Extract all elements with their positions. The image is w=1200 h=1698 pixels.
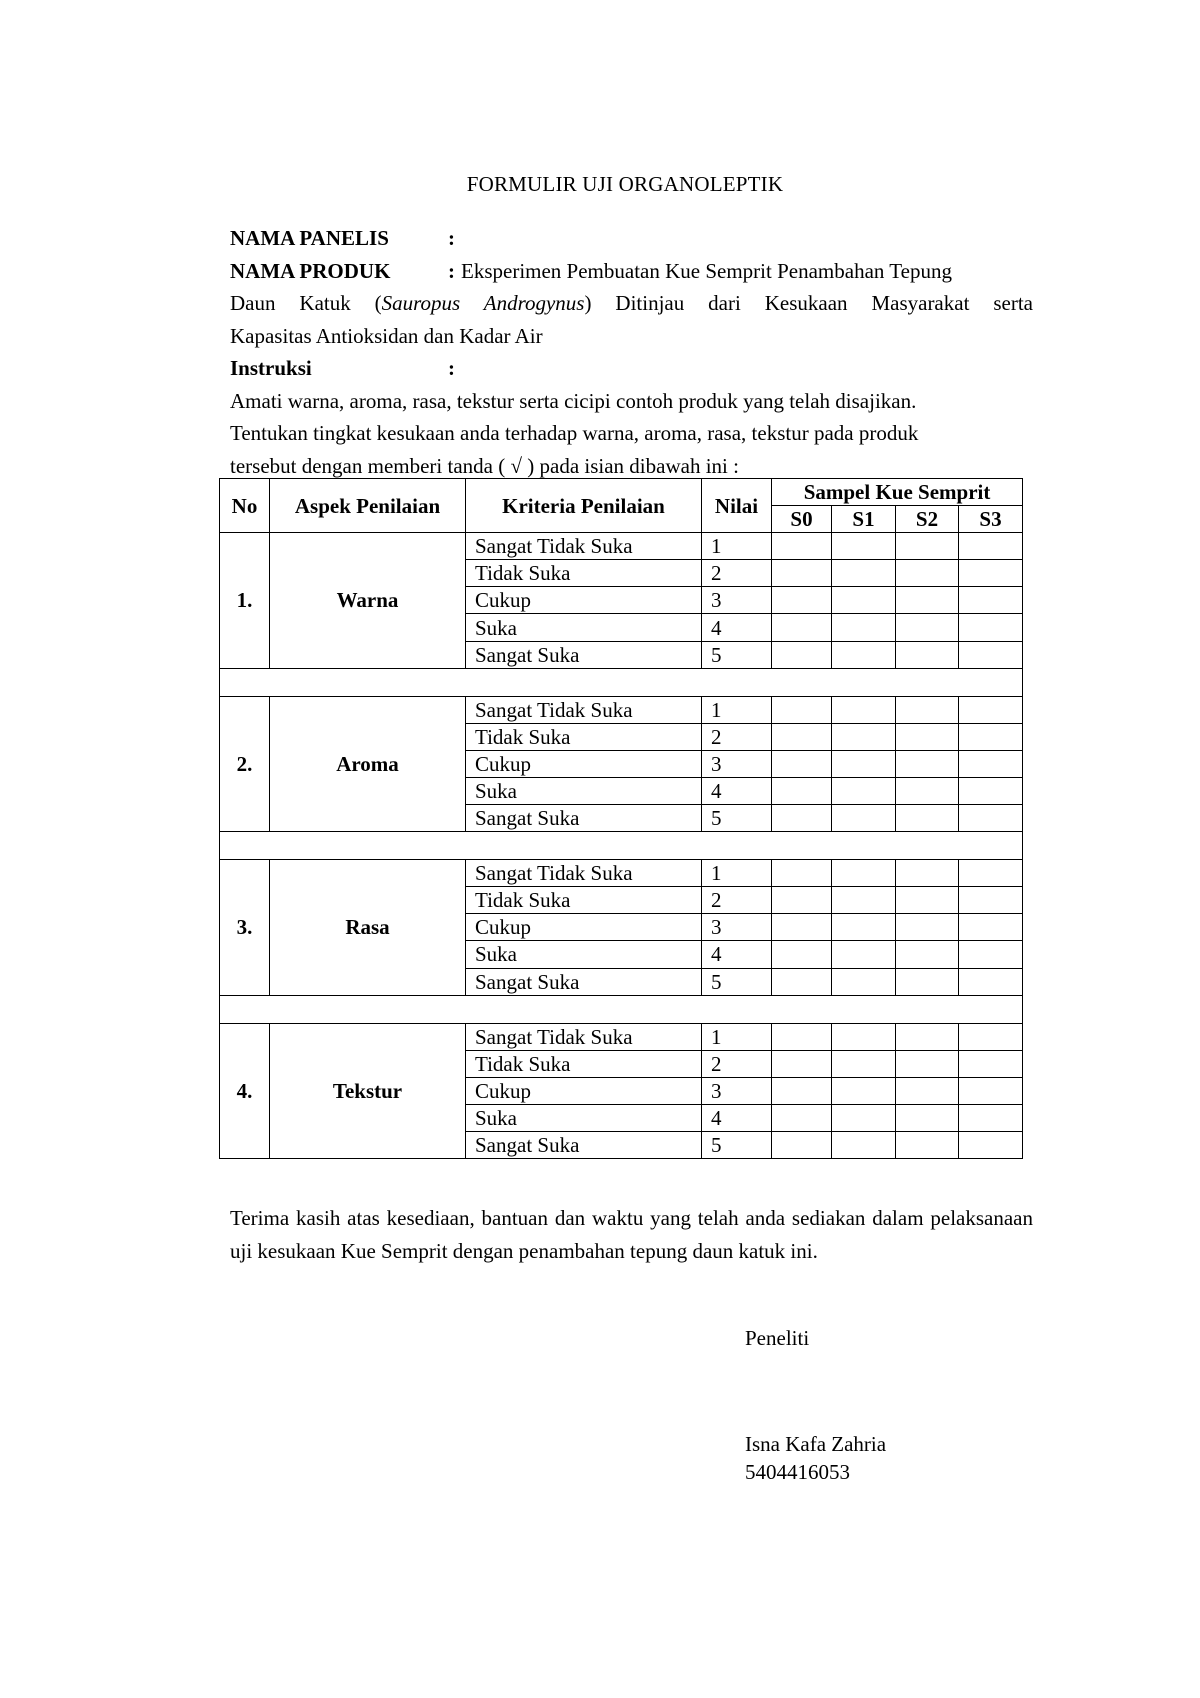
sample-check-cell[interactable] <box>832 560 896 587</box>
sample-check-cell[interactable] <box>896 1050 959 1077</box>
criteria-score: 2 <box>702 723 772 750</box>
sample-check-cell[interactable] <box>959 1023 1023 1050</box>
aspect-name: Warna <box>270 533 466 668</box>
sample-check-cell[interactable] <box>832 696 896 723</box>
sample-check-cell[interactable] <box>772 560 832 587</box>
header-sample-s3: S3 <box>959 506 1023 533</box>
sample-check-cell[interactable] <box>832 968 896 995</box>
sample-check-cell[interactable] <box>832 587 896 614</box>
instructions-line1: Amati warna, aroma, rasa, tekstur serta cicipi contoh produk yang telah disajikan. <box>230 388 917 413</box>
criteria-score: 5 <box>702 641 772 668</box>
sample-check-cell[interactable] <box>896 1023 959 1050</box>
sample-check-cell[interactable] <box>832 887 896 914</box>
sample-check-cell[interactable] <box>959 941 1023 968</box>
sample-check-cell[interactable] <box>959 587 1023 614</box>
criteria-label: Tidak Suka <box>466 887 702 914</box>
sample-check-cell[interactable] <box>772 777 832 804</box>
sample-check-cell[interactable] <box>772 1131 832 1158</box>
section-divider <box>220 995 1023 1023</box>
product-latin-name: Sauropus Androgynus <box>381 291 585 315</box>
sample-check-cell[interactable] <box>832 1077 896 1104</box>
criteria-label: Sangat Suka <box>466 1131 702 1158</box>
sample-check-cell[interactable] <box>832 1104 896 1131</box>
sample-check-cell[interactable] <box>832 533 896 560</box>
criteria-score: 1 <box>702 1023 772 1050</box>
sample-check-cell[interactable] <box>959 560 1023 587</box>
sample-check-cell[interactable] <box>896 1131 959 1158</box>
sample-check-cell[interactable] <box>772 941 832 968</box>
rating-table <box>219 478 1023 1159</box>
criteria-label: Tidak Suka <box>466 560 702 587</box>
sample-check-cell[interactable] <box>832 860 896 887</box>
sample-check-cell[interactable] <box>896 1104 959 1131</box>
table-row <box>220 696 1023 723</box>
table-row <box>220 1023 1023 1050</box>
criteria-label: Suka <box>466 941 702 968</box>
criteria-label: Sangat Suka <box>466 641 702 668</box>
product-title-line1: Eksperimen Pembuatan Kue Semprit Penambahan Tepung <box>461 258 952 283</box>
sample-check-cell[interactable] <box>832 914 896 941</box>
sample-check-cell[interactable] <box>959 968 1023 995</box>
criteria-label: Suka <box>466 1104 702 1131</box>
signature-role: Peneliti <box>745 1326 810 1350</box>
section-divider-row <box>220 668 1023 696</box>
signature-name: Isna Kafa Zahria <box>745 1432 887 1456</box>
sample-check-cell[interactable] <box>896 1077 959 1104</box>
criteria-score: 2 <box>702 887 772 914</box>
sample-check-cell[interactable] <box>959 805 1023 832</box>
product-title-line3: Kapasitas Antioksidan dan Kadar Air <box>230 323 543 348</box>
aspect-number: 3. <box>220 860 270 995</box>
criteria-score: 3 <box>702 1077 772 1104</box>
sample-check-cell[interactable] <box>896 887 959 914</box>
sample-check-cell[interactable] <box>959 1104 1023 1131</box>
header-no: No <box>220 479 270 533</box>
sample-check-cell[interactable] <box>832 1050 896 1077</box>
table-row <box>220 860 1023 887</box>
panelist-label: NAMA PANELIS <box>230 226 389 250</box>
instructions-colon: : <box>448 356 455 380</box>
product-row <box>230 255 1033 288</box>
criteria-score: 2 <box>702 1050 772 1077</box>
header-sample-s1: S1 <box>832 506 896 533</box>
sample-check-cell[interactable] <box>959 1077 1023 1104</box>
sample-check-cell[interactable] <box>959 777 1023 804</box>
section-divider <box>220 832 1023 860</box>
instructions-line3: tersebut dengan memberi tanda ( √ ) pada isian dibawah ini : <box>230 453 739 478</box>
sample-check-cell[interactable] <box>896 860 959 887</box>
sample-check-cell[interactable] <box>772 614 832 641</box>
sample-check-cell[interactable] <box>772 723 832 750</box>
section-divider-row <box>220 832 1023 860</box>
sample-check-cell[interactable] <box>772 887 832 914</box>
sample-check-cell[interactable] <box>772 533 832 560</box>
sample-check-cell[interactable] <box>832 614 896 641</box>
aspect-name: Aroma <box>270 696 466 831</box>
panelist-row <box>230 222 1033 255</box>
sample-check-cell[interactable] <box>896 968 959 995</box>
instructions-line2: Tentukan tingkat kesukaan anda terhadap warna, aroma, rasa, tekstur pada produk <box>230 421 919 445</box>
sample-check-cell[interactable] <box>772 968 832 995</box>
section-divider <box>220 668 1023 696</box>
criteria-label: Cukup <box>466 750 702 777</box>
criteria-label: Sangat Suka <box>466 968 702 995</box>
criteria-label: Cukup <box>466 587 702 614</box>
criteria-score: 5 <box>702 968 772 995</box>
sample-check-cell[interactable] <box>772 641 832 668</box>
product-colon: : <box>448 258 455 283</box>
sample-check-cell[interactable] <box>772 1023 832 1050</box>
criteria-score: 4 <box>702 941 772 968</box>
sample-check-cell[interactable] <box>896 777 959 804</box>
form-header <box>230 222 1033 482</box>
aspect-number: 4. <box>220 1023 270 1158</box>
sample-check-cell[interactable] <box>896 587 959 614</box>
table-body <box>220 533 1023 1159</box>
aspect-number: 2. <box>220 696 270 831</box>
sample-check-cell[interactable] <box>896 723 959 750</box>
sample-check-cell[interactable] <box>959 860 1023 887</box>
sample-check-cell[interactable] <box>772 696 832 723</box>
criteria-score: 3 <box>702 914 772 941</box>
sample-check-cell[interactable] <box>832 1131 896 1158</box>
closing-note: Terima kasih atas kesediaan, bantuan dan waktu yang telah anda sediakan dalam pelaksanaan uji kesukaan Kue Semprit dengan penambahan tepung daun katuk ini. <box>230 1206 1033 1263</box>
sample-check-cell[interactable] <box>832 750 896 777</box>
sample-check-cell[interactable] <box>896 914 959 941</box>
sample-check-cell[interactable] <box>896 750 959 777</box>
criteria-label: Sangat Tidak Suka <box>466 1023 702 1050</box>
page-title: FORMULIR UJI ORGANOLEPTIK <box>466 172 784 196</box>
instructions-label: Instruksi <box>230 356 312 380</box>
criteria-score: 3 <box>702 750 772 777</box>
criteria-score: 1 <box>702 533 772 560</box>
sample-check-cell[interactable] <box>959 723 1023 750</box>
sample-check-cell[interactable] <box>832 1023 896 1050</box>
sample-check-cell[interactable] <box>959 750 1023 777</box>
criteria-label: Cukup <box>466 1077 702 1104</box>
sample-check-cell[interactable] <box>959 914 1023 941</box>
aspect-name: Rasa <box>270 860 466 995</box>
sample-check-cell[interactable] <box>772 750 832 777</box>
criteria-score: 2 <box>702 560 772 587</box>
section-divider-row <box>220 995 1023 1023</box>
criteria-score: 4 <box>702 614 772 641</box>
header-aspect: Aspek Penilaian <box>270 479 466 533</box>
criteria-score: 1 <box>702 696 772 723</box>
sample-check-cell[interactable] <box>832 723 896 750</box>
criteria-label: Sangat Suka <box>466 805 702 832</box>
sample-check-cell[interactable] <box>959 1050 1023 1077</box>
criteria-label: Sangat Tidak Suka <box>466 533 702 560</box>
sample-check-cell[interactable] <box>959 533 1023 560</box>
sample-check-cell[interactable] <box>959 1131 1023 1158</box>
sample-check-cell[interactable] <box>772 1050 832 1077</box>
header-criteria: Kriteria Penilaian <box>466 479 702 533</box>
sample-check-cell[interactable] <box>832 641 896 668</box>
criteria-label: Suka <box>466 614 702 641</box>
table-row <box>220 533 1023 560</box>
header-sample-s0: S0 <box>772 506 832 533</box>
sample-check-cell[interactable] <box>832 805 896 832</box>
aspect-name: Tekstur <box>270 1023 466 1158</box>
product-title-line2 <box>230 287 1033 320</box>
sample-check-cell[interactable] <box>772 805 832 832</box>
header-sample-s2: S2 <box>896 506 959 533</box>
sample-check-cell[interactable] <box>896 696 959 723</box>
sample-check-cell[interactable] <box>772 587 832 614</box>
criteria-score: 4 <box>702 1104 772 1131</box>
sample-check-cell[interactable] <box>832 941 896 968</box>
table-header-row <box>220 479 1023 506</box>
criteria-score: 3 <box>702 587 772 614</box>
sample-check-cell[interactable] <box>959 696 1023 723</box>
panelist-colon: : <box>448 226 455 250</box>
sample-check-cell[interactable] <box>959 614 1023 641</box>
header-samples: Sampel Kue Semprit <box>772 479 1023 506</box>
criteria-label: Suka <box>466 777 702 804</box>
criteria-label: Sangat Tidak Suka <box>466 696 702 723</box>
sample-check-cell[interactable] <box>959 641 1023 668</box>
sample-check-cell[interactable] <box>896 941 959 968</box>
sample-check-cell[interactable] <box>772 1104 832 1131</box>
signature-id: 5404416053 <box>745 1460 850 1484</box>
sample-check-cell[interactable] <box>896 560 959 587</box>
criteria-label: Tidak Suka <box>466 723 702 750</box>
criteria-score: 5 <box>702 1131 772 1158</box>
aspect-number: 1. <box>220 533 270 668</box>
criteria-label: Cukup <box>466 914 702 941</box>
sample-check-cell[interactable] <box>832 777 896 804</box>
header-score: Nilai <box>702 479 772 533</box>
criteria-score: 5 <box>702 805 772 832</box>
criteria-label: Sangat Tidak Suka <box>466 860 702 887</box>
sample-check-cell[interactable] <box>959 887 1023 914</box>
product-title-line2-post: ) Ditinjau dari Kesukaan Masyarakat serta <box>584 291 1033 315</box>
sample-check-cell[interactable] <box>772 914 832 941</box>
sample-check-cell[interactable] <box>772 1077 832 1104</box>
sample-check-cell[interactable] <box>896 641 959 668</box>
instructions-row <box>230 352 1033 385</box>
criteria-score: 4 <box>702 777 772 804</box>
sample-check-cell[interactable] <box>772 860 832 887</box>
criteria-label: Tidak Suka <box>466 1050 702 1077</box>
sample-check-cell[interactable] <box>896 614 959 641</box>
sample-check-cell[interactable] <box>896 805 959 832</box>
product-title-line2-pre: Daun Katuk ( <box>230 291 382 315</box>
criteria-score: 1 <box>702 860 772 887</box>
product-label: NAMA PRODUK <box>230 258 391 283</box>
sample-check-cell[interactable] <box>896 533 959 560</box>
